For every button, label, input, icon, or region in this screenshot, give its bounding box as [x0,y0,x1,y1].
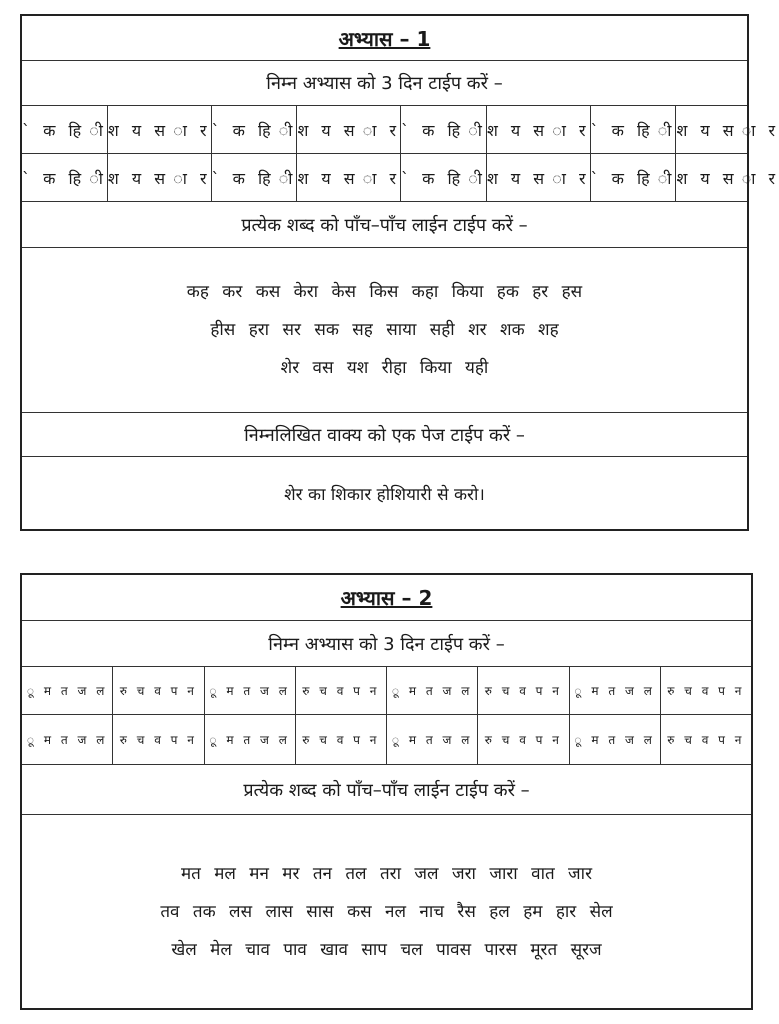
word-line: शेर वस यश रीहा किया यही [280,358,489,378]
exercise-1-sentence-row [22,457,747,529]
exercise-2-title: अभ्यास – 2 [340,586,433,610]
key-cell: श य स ा र [487,154,591,201]
exercise-1-instruction-page: निम्नलिखित वाक्य को एक पेज टाईप करें – [244,424,525,446]
key-cell: ू म त ज ल [387,715,478,764]
key-cell: श य स ा र [108,106,212,153]
key-cell: रु च व प न [478,715,569,764]
key-cell: ` क हि ी [212,154,298,201]
key-cell: ` क हि ी [591,154,677,201]
key-cell: रु च व प न [667,733,745,747]
key-cell: ` क हि ी [401,154,487,201]
key-cell: ` क हि ी [591,106,677,153]
exercise-2-instruction-words-row [22,765,751,815]
exercise-1-sentence: शेर का शिकार होशियारी से करो। [284,484,485,505]
exercise-2-key-row-1 [22,667,751,715]
exercise-2-box [20,573,753,1010]
key-cell: श य स ा र [676,168,779,188]
word-line: तव तक लस लास सास कस नल नाच रैस हल हम हार सेल [160,901,613,922]
key-cell: ू म त ज ल [22,667,113,714]
exercise-2-instruction-words: प्रत्येक शब्द को पाँच–पाँच लाईन टाईप करें – [243,779,530,801]
key-cell: रु च व प न [296,715,387,764]
exercise-1-key-row-1 [22,106,779,154]
key-cell: रु च व प न [667,684,745,698]
key-cell: रु च व प न [296,667,387,714]
key-cell: ू म त ज ल [22,715,113,764]
exercise-2-word-block [22,815,751,1008]
word-line: खेल मेल चाव पाव खाव साप चल पावस पारस मूरत सूरज [171,939,602,960]
key-cell: ` क हि ी [212,106,298,153]
exercise-1-instruction-page-row [22,413,747,457]
key-cell: ` क हि ी [401,106,487,153]
exercise-1-instruction-words-row [22,202,747,248]
exercise-1-box [20,14,779,531]
exercise-1-title-row [22,16,747,61]
key-cell: ` क हि ी [22,106,108,153]
exercise-2-title-row [22,575,751,621]
key-cell: ू म त ज ल [570,667,661,714]
exercise-1-instruction-repeat: निम्न अभ्यास को 3 दिन टाईप करें – [266,73,503,94]
word-line: मत मल मन मर तन तल तरा जल जरा जारा वात जार [180,863,593,884]
key-cell: रु च व प न [113,715,204,764]
key-cell: ` क हि ी [22,154,108,201]
key-cell: ू म त ज ल [205,667,296,714]
key-cell: ू म त ज ल [205,715,296,764]
key-cell: श य स ा र [487,106,591,153]
exercise-1-key-row-2 [22,154,779,202]
exercise-1-instruction-words: प्रत्येक शब्द को पाँच–पाँच लाईन टाईप करें – [241,214,528,236]
key-cell: श य स ा र [297,154,401,201]
exercise-2-key-row-2 [22,715,751,765]
exercise-1-title: अभ्यास – 1 [338,26,431,51]
key-cell: श य स ा र [297,106,401,153]
key-cell: ू म त ज ल [570,715,661,764]
key-cell: श य स ा र [676,120,779,140]
key-cell: ू म त ज ल [387,667,478,714]
exercise-1-instruction-repeat-row [22,61,747,106]
exercise-1-word-block [22,248,747,413]
exercise-2-instruction-repeat-row [22,621,751,667]
word-line: हीस हरा सर सक सह साया सही शर शक शह [210,320,559,340]
key-cell: श य स ा र [108,154,212,201]
key-cell: रु च व प न [478,667,569,714]
exercise-2-instruction-repeat: निम्न अभ्यास को 3 दिन टाईप करें – [268,633,505,655]
word-line: कह कर कस केरा केस किस कहा किया हक हर हस [186,282,583,302]
key-cell: रु च व प न [113,667,204,714]
